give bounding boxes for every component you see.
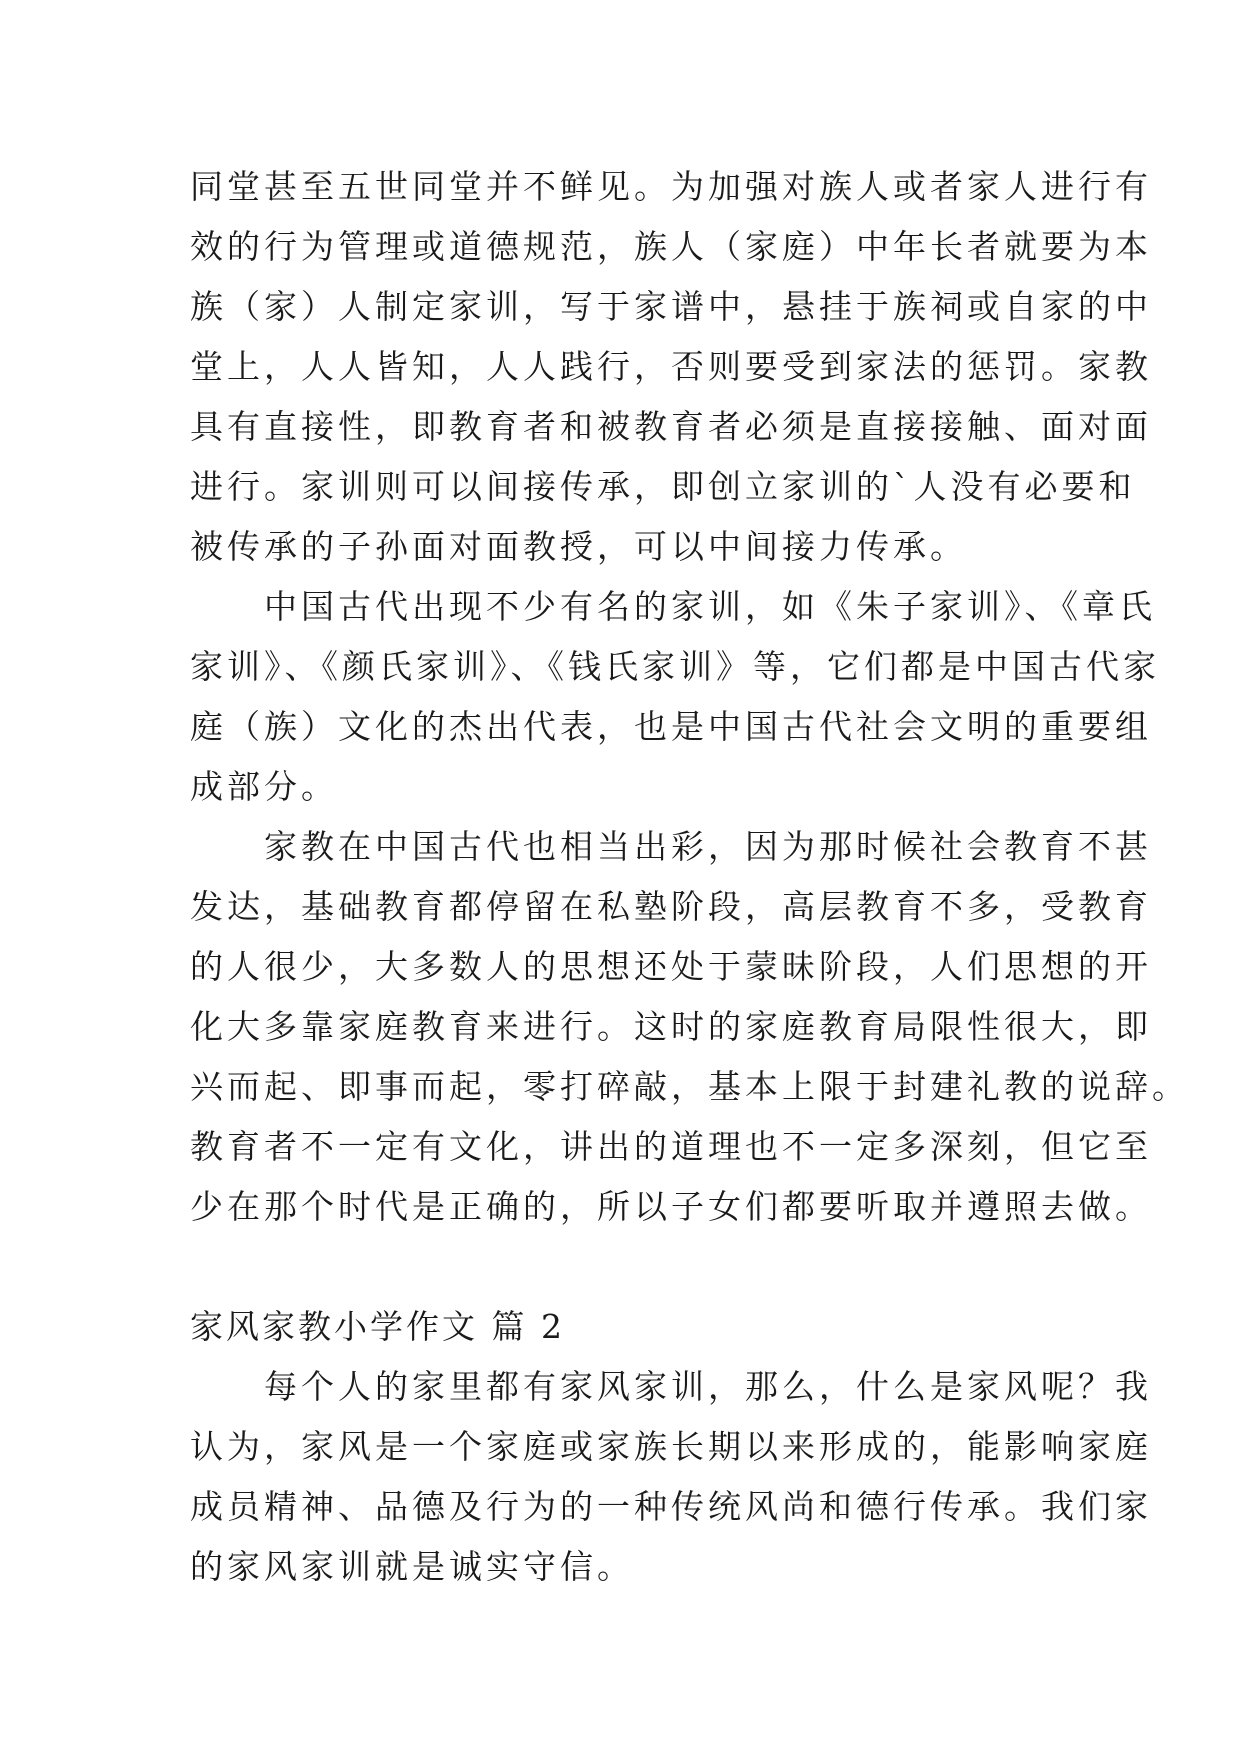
text-line: 教育者不一定有文化，讲出的道理也不一定多深刻，但它至: [190, 1127, 1152, 1166]
text-line: 堂上，人人皆知，人人践行，否则要受到家法的惩罚。家教: [190, 347, 1152, 386]
text-line: 家训》、《颜氏家训》、《钱氏家训》等，它们都是中国古代家: [190, 647, 1160, 686]
paragraph-ancient-family-education: [190, 817, 1189, 1237]
text-line: 成员精神、品德及行为的一种传统风尚和德行传承。我们家: [190, 1487, 1152, 1526]
paragraph-continued: [190, 157, 1152, 577]
paragraph-what-is-family-style: [190, 1357, 1152, 1597]
document-body: [190, 157, 1189, 1597]
text-line: 同堂甚至五世同堂并不鲜见。为加强对族人或者家人进行有: [190, 167, 1152, 206]
text-line: 发达，基础教育都停留在私塾阶段，高层教育不多，受教育: [190, 887, 1152, 926]
text-line: 被传承的子孙面对面教授，可以中间接力传承。: [190, 527, 967, 566]
text-line: 家教在中国古代也相当出彩，因为那时候社会教育不甚: [190, 827, 1152, 866]
paragraph-famous-family-instructions: [190, 577, 1160, 817]
text-line: 兴而起、即事而起，零打碎敲，基本上限于封建礼教的说辞。: [190, 1067, 1189, 1106]
text-line: 的人很少，大多数人的思想还处于蒙昧阶段，人们思想的开: [190, 947, 1152, 986]
text-line: 每个人的家里都有家风家训，那么，什么是家风呢？我: [190, 1367, 1152, 1406]
text-line: 认为，家风是一个家庭或家族长期以来形成的，能影响家庭: [190, 1427, 1152, 1466]
text-line: 成部分。: [190, 767, 338, 806]
text-line: 庭（族）文化的杰出代表，也是中国古代社会文明的重要组: [190, 707, 1152, 746]
section-heading: 家风家教小学作文 篇 2: [190, 1307, 565, 1346]
text-line: 中国古代出现不少有名的家训，如《朱子家训》、《章氏: [190, 587, 1156, 626]
text-line: 进行。家训则可以间接传承，即创立家训的`人没有必要和: [190, 467, 1136, 506]
section-gap: [190, 1237, 1060, 1297]
text-line: 化大多靠家庭教育来进行。这时的家庭教育局限性很大，即: [190, 1007, 1152, 1046]
text-line: 少在那个时代是正确的，所以子女们都要听取并遵照去做。: [190, 1187, 1152, 1226]
text-line: 族（家）人制定家训，写于家谱中，悬挂于族祠或自家的中: [190, 287, 1152, 326]
text-line: 的家风家训就是诚实守信。: [190, 1547, 634, 1586]
text-line: 效的行为管理或道德规范，族人（家庭）中年长者就要为本: [190, 227, 1152, 266]
text-line: 具有直接性，即教育者和被教育者必须是直接接触、面对面: [190, 407, 1152, 446]
